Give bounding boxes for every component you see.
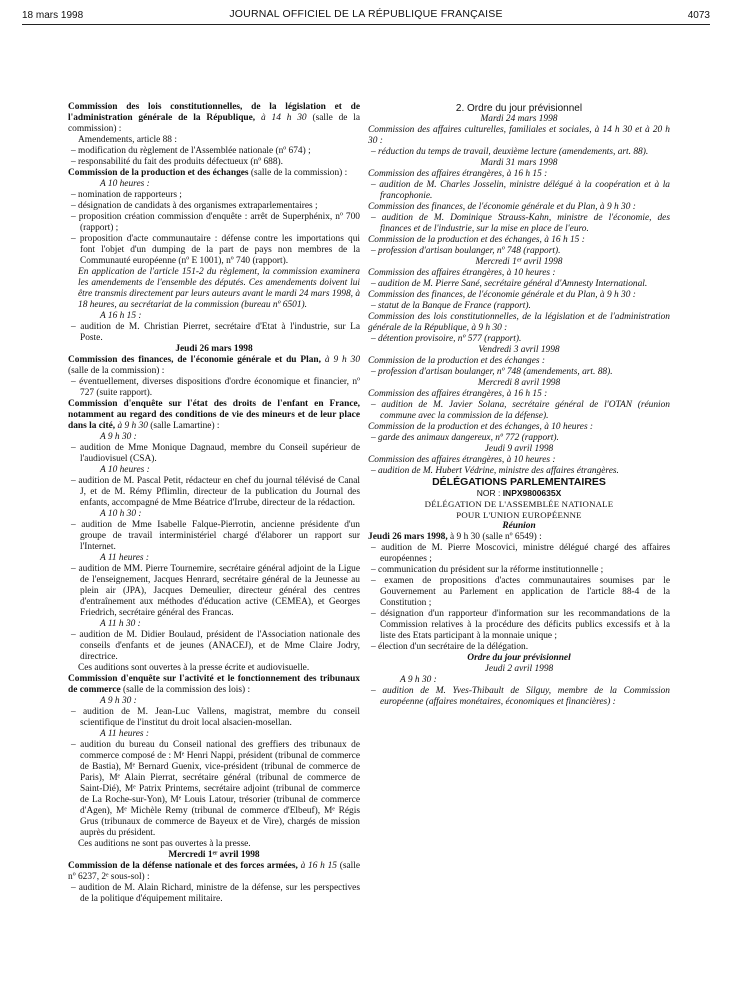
press-note: Ces auditions sont ouvertes à la presse écrite et audiovisuelle. — [78, 663, 310, 673]
agenda-item: – modification du règlement de l'Assemblée nationale (nº 674) ; — [71, 146, 311, 156]
agenda-item: – audition de M. Dominique Strauss-Kahn, ministre de l'économie, des finances et de l'industrie, sur la mise en place de l'euro. — [371, 213, 670, 234]
day-heading: Jeudi 9 avril 1998 — [484, 444, 554, 454]
commission-heading: Commission d'enquête sur l'activité et le fonctionnement des tribunaux de commerce (salle de la commission des lois) : — [68, 674, 360, 695]
agenda-item: – nomination de rapporteurs ; — [71, 190, 182, 200]
agenda-item: – audition de M. Pascal Petit, rédacteur en chef du journal télévisé de Canal J, et de M. Rémy Pflimlin, directeur de la publication du Journal des enfants, accompagné de Mme Béatrice d'Irrube, directeur de la rédaction. — [71, 476, 360, 508]
commission-line: Commission des affaires culturelles, familiales et sociales, à 14 h 30 et à 20 h 30 : — [368, 125, 670, 146]
agenda-item: – responsabilité du fait des produits défectueux (nº 688). — [71, 157, 283, 167]
agenda-item: – audition du bureau du Conseil national des greffiers des tribunaux de commerce composé de : Mᵉ Henri Nappi, président (tribunal de commerce de Bastia), Mᵉ Bernard Guenix, vice-président (tribunal de commerce de Paris), Mᵉ Alain Pierrat, secrétaire général (tribunal de commerce de Saint-Dié), Mᵉ Patrix Printems, secrétaire adjoint (tribunal de commerce de La Roche-sur-Yon), Mᵉ Louis Latour, trésorier (tribunal de commerce d'Agen), Mᵉ Michèle Remy (tribunal de commerce d'Elbeuf), Mᵉ Régis Grus (tribunaux de commerce de Bayeux et de Vire), chargés de mission auprès du président. — [71, 740, 360, 838]
commission-line: Commission des affaires étrangères, à 10 heures : — [368, 268, 556, 278]
day-heading: Mercredi 1ᵉʳ avril 1998 — [168, 850, 260, 860]
right-column — [368, 103, 670, 708]
agenda-item: – statut de la Banque de France (rapport). — [371, 301, 531, 311]
page-number: 4073 — [687, 10, 710, 21]
agenda-item: – désignation d'un rapporteur d'information sur les recommandations de la Commission relatives à la procédure des déficits publics excessifs et à la liste des Etats participant à la monnaie unique ; — [371, 609, 670, 641]
agenda-item: – audition de M. Pierre Moscovici, ministre délégué chargé des affaires européennes ; — [371, 543, 670, 564]
agenda-item: – audition de M. Christian Pierret, secrétaire d'Etat à l'industrie, sur La Poste. — [71, 322, 360, 343]
agenda-item: – audition de MM. Pierre Tournemire, secrétaire général adjoint de la Ligue de l'enseignement, Jacques Henrard, secrétaire général de la Jeunesse au plein air (JPA), Jacques Demeulier, directeur général des centres d'entraînement aux méthodes d'éducation active (CEMEA), et Georges Friedrich, secrétaire général des Francas. — [71, 564, 360, 618]
commission-heading: Commission de la production et des échanges (salle de la commission) : — [68, 168, 348, 178]
day-heading: Jeudi 2 avril 1998 — [484, 664, 554, 674]
agenda-item: – audition de M. Jean-Luc Vallens, magistrat, membre du conseil scientifique de l'institut du droit local alsacien-mosellan. — [71, 707, 360, 728]
agenda-item: – profession d'artisan boulanger, nº 748 (amendements, art. 88). — [371, 367, 613, 377]
commission-line: Commission des lois constitutionnelles, de la législation et de l'administration générale de la République, à 9 h 30 : — [368, 312, 670, 333]
delegations-heading: DÉLÉGATIONS PARLEMENTAIRES — [432, 476, 606, 488]
agenda-item: – proposition création commission d'enquête : arrêt de Superphénix, nº 700 (rapport) ; — [71, 212, 360, 233]
session-time: A 10 h 30 : — [100, 509, 142, 519]
session-time: A 11 heures : — [100, 553, 150, 563]
day-heading: Mercredi 1ᵉʳ avril 1998 — [475, 257, 563, 267]
commission-note: En application de l'article 151-2 du règlement, la commission examinera les amendements de l'ensemble des députés. Ces amendements doivent lui être transmis directement par leurs auteurs avant le mardi 24 mars 1998, à 18 heures, au secrétariat de la commission (bureau nº 6501). — [78, 267, 361, 310]
agenda-item: – audition de M. Hubert Védrine, ministre des affaires étrangères. — [371, 466, 619, 476]
session-time: A 11 heures : — [100, 729, 150, 739]
day-heading: Mardi 24 mars 1998 — [480, 114, 558, 124]
commission-line: Commission des finances, de l'économie générale et du Plan, à 9 h 30 : — [368, 202, 636, 212]
agenda-item: – garde des animaux dangereux, nº 772 (rapport). — [371, 433, 559, 443]
header-date: 18 mars 1998 — [22, 10, 84, 21]
agenda-item: – élection d'un secrétaire de la délégation. — [371, 642, 529, 652]
commission-line: Commission des finances, de l'économie générale et du Plan, à 9 h 30 : — [368, 290, 636, 300]
agenda-item: – désignation de candidats à des organismes extraparlementaires ; — [71, 201, 318, 211]
page-header — [22, 8, 710, 25]
session-time: A 10 heures : — [100, 465, 150, 475]
commission-line: Commission de la production et des échanges, à 10 heures : — [368, 422, 594, 432]
nor-reference: NOR : INPX9800635X — [476, 488, 562, 498]
agenda-item: – réduction du temps de travail, deuxième lecture (amendements, art. 88). — [371, 147, 649, 157]
agenda-item: – audition de M. Yves-Thibault de Silguy, membre de la Commission européenne (affaires monétaires, économiques et financières) : — [371, 686, 670, 707]
commission-heading: Commission des finances, de l'économie générale et du Plan, à 9 h 30 (salle de la commission) : — [68, 355, 360, 376]
agenda-item: – détention provisoire, nº 577 (rapport). — [371, 334, 522, 344]
commission-heading: Commission d'enquête sur l'état des droits de l'enfant en France, notamment au regard des conditions de vie des mineurs et de leur place dans la cité, à 9 h 30 (salle Lamartine) : — [68, 399, 360, 431]
session-time: A 16 h 15 : — [100, 311, 142, 321]
session-time: A 9 h 30 : — [100, 432, 137, 442]
agenda-line: Amendements, article 88 : — [78, 135, 177, 145]
commission-line: Commission des affaires étrangères, à 10 heures : — [368, 455, 556, 465]
agenda-item: – profession d'artisan boulanger, nº 748 (rapport). — [371, 246, 561, 256]
commission-line: Commission de la production et des échanges : — [368, 356, 545, 366]
commission-heading: Commission des lois constitutionnelles, de la législation et de l'administration générale de la République, à 14 h 30 (salle de la commission) : — [68, 102, 361, 134]
left-column — [68, 102, 360, 905]
commission-line: Commission des affaires étrangères, à 16 h 15 : — [368, 169, 548, 179]
commission-line: Commission des affaires étrangères, à 16 h 15 : — [368, 389, 548, 399]
day-heading: Jeudi 26 mars 1998 — [175, 344, 253, 354]
day-heading: Mardi 31 mars 1998 — [480, 158, 558, 168]
meeting-date: Jeudi 26 mars 1998, à 9 h 30 (salle nº 6549) : — [368, 532, 542, 542]
commission-heading: Commission de la défense nationale et des forces armées, à 16 h 15 (salle nº 6237, 2ᵉ sous-sol) : — [68, 861, 361, 882]
agenda-item: – examen de propositions d'actes communautaires soumises par le Gouvernement au Parlement en application de l'article 88-4 de la Constitution ; — [371, 576, 670, 608]
press-note: Ces auditions ne sont pas ouvertes à la presse. — [78, 839, 251, 849]
session-time: A 9 h 30 : — [100, 696, 137, 706]
agenda-item: – audition de Mme Isabelle Falque-Pierrotin, ancienne présidente d'un groupe de travail interministériel chargé d'élaborer un rapport sur l'Internet. — [71, 520, 360, 552]
delegation-name: DÉLÉGATION DE L'ASSEMBLÉE NATIONALE — [424, 499, 614, 509]
journal-title: JOURNAL OFFICIEL DE LA RÉPUBLIQUE FRANÇAISE — [229, 8, 503, 20]
agenda-item: – éventuellement, diverses dispositions d'ordre économique et financier, nº 727 (suite rapport). — [71, 377, 360, 398]
day-heading: Mercredi 8 avril 1998 — [477, 378, 561, 388]
delegation-name: POUR L'UNION EUROPÉENNE — [456, 510, 582, 520]
commission-line: Commission de la production et des échanges, à 16 h 15 : — [368, 235, 585, 245]
agenda-item: – audition de M. Alain Richard, ministre de la défense, sur les perspectives de la politique d'équipement militaire. — [71, 883, 360, 904]
session-time: A 10 heures : — [100, 179, 150, 189]
session-time: A 11 h 30 : — [100, 619, 141, 629]
section-heading: 2. Ordre du jour prévisionnel — [455, 103, 583, 114]
agenda-item: – audition de M. Pierre Sané, secrétaire général d'Amnesty International. — [371, 279, 648, 289]
agenda-item: – audition de M. Javier Solana, secrétaire général de l'OTAN (réunion commune avec la commission de la défense). — [371, 400, 670, 421]
agenda-item: – audition de M. Didier Boulaud, président de l'Association nationale des conseils d'enfants et de jeunes (ANACEJ), et de Mme Claire Jodry, directrice. — [71, 630, 360, 662]
forecast-heading: Ordre du jour prévisionnel — [467, 653, 571, 663]
agenda-item: – proposition d'acte communautaire : défense contre les importations qui font l'objet d'un dumping de la part de pays non membres de la Communauté européenne (nº E 1001), nº 740 (rapport). — [71, 234, 360, 266]
agenda-item: – communication du président sur la réforme institutionnelle ; — [371, 565, 604, 575]
agenda-item: – audition de M. Charles Josselin, ministre délégué à la coopération et à la francophonie. — [371, 180, 670, 201]
agenda-item: – audition de Mme Monique Dagnaud, membre du Conseil supérieur de l'audiovisuel (CSA). — [71, 443, 360, 464]
session-time: A 9 h 30 : — [400, 675, 437, 685]
meeting-heading: Réunion — [502, 521, 536, 531]
day-heading: Vendredi 3 avril 1998 — [478, 345, 560, 355]
